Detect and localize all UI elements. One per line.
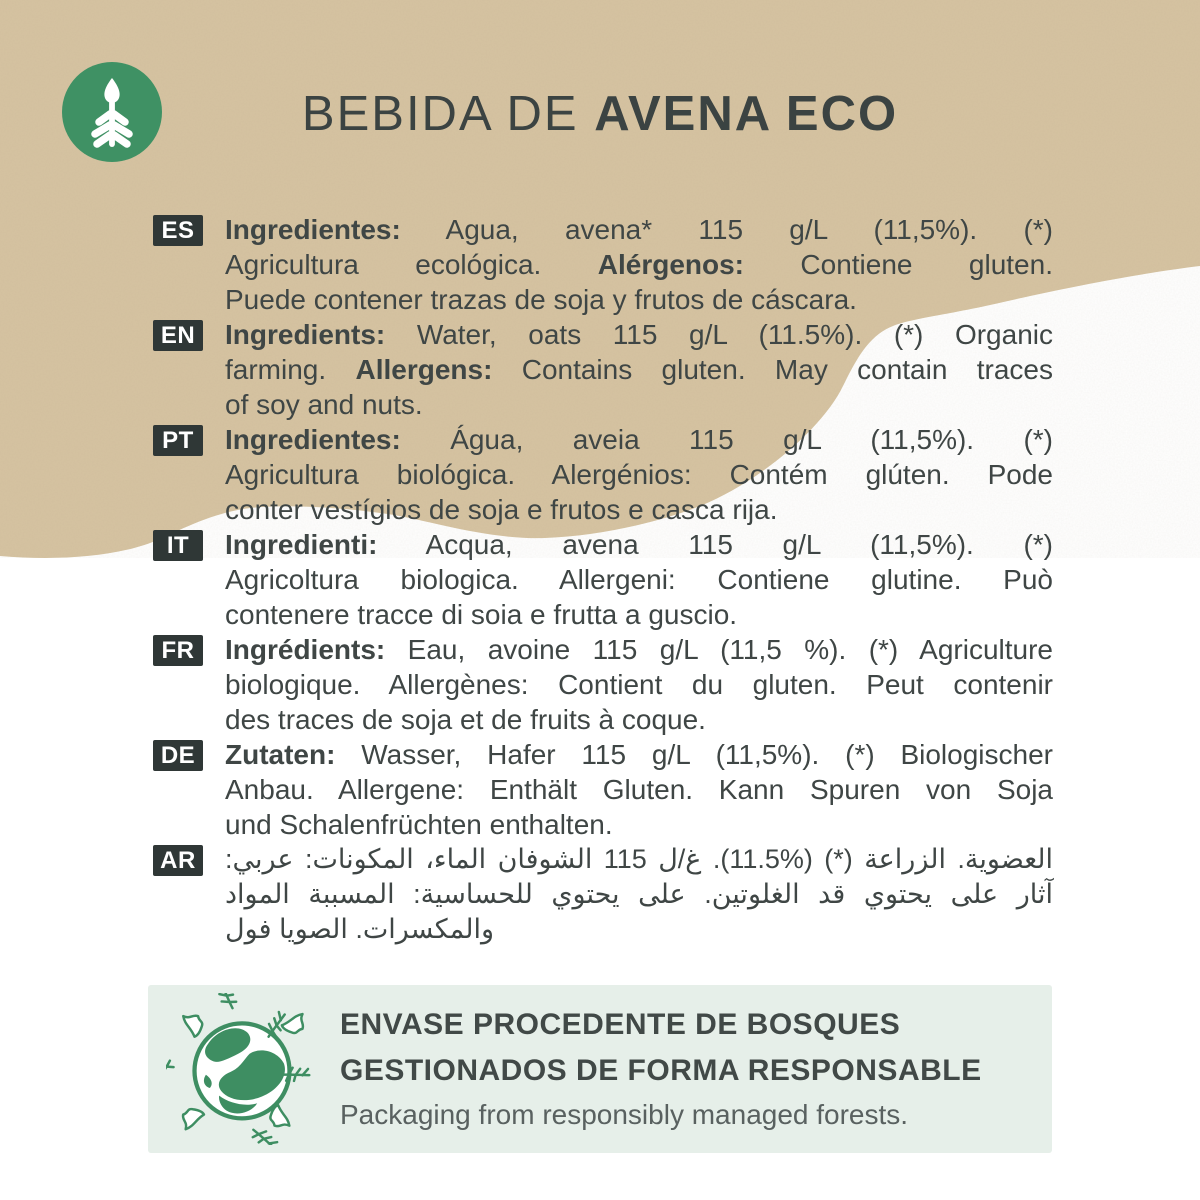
product-title	[0, 86, 1200, 142]
language-badge-pt: PT	[153, 425, 203, 456]
language-badge-ar: AR	[153, 845, 203, 876]
footer-heading-line1: ENVASE PROCEDENTE DE BOSQUES	[340, 1008, 901, 1041]
text-line: Ingredients: Water, oats 115 g/L (11.5%). (*) Organic	[225, 319, 1053, 350]
ingredients-list	[153, 212, 1053, 947]
footer-heading-line2: GESTIONADOS DE FORMA RESPONSABLE	[340, 1054, 982, 1087]
ingredients-row-en	[153, 317, 1053, 422]
text-line: عربي: المكونات: الماء، الشوفان 115 غ/ل (11.5%). (*) الزراعة العضوية.	[225, 844, 1053, 874]
language-badge-de: DE	[153, 740, 203, 771]
text-line: biologique. Allergènes: Contient du gluten. Peut contenir	[225, 669, 1053, 700]
language-badge-en: EN	[153, 320, 203, 351]
globe-leaves-icon	[166, 993, 318, 1145]
ingredients-row-de	[153, 737, 1053, 842]
text-line: of soy and nuts.	[225, 389, 423, 420]
footer-subtitle: Packaging from responsibly managed forests.	[340, 1099, 909, 1130]
footer-text	[340, 1002, 982, 1136]
text-line: Puede contener trazas de soja y frutos de cáscara.	[225, 284, 857, 315]
ingredients-row-fr	[153, 632, 1053, 737]
text-line: farming. Allergens: Contains gluten. May contain traces	[225, 354, 1053, 385]
text-line: Anbau. Allergene: Enthält Gluten. Kann Spuren von Soja	[225, 774, 1053, 805]
text-line: conter vestígios de soja e frutos e casca rija.	[225, 494, 778, 525]
text-line: Ingredientes: Água, aveia 115 g/L (11,5%). (*)	[225, 424, 1053, 455]
footer-box	[148, 985, 1052, 1153]
ingredients-text-de	[225, 737, 1053, 842]
ingredients-row-es	[153, 212, 1053, 317]
text-line: contenere tracce di soia e frutta a guscio.	[225, 599, 738, 630]
text-line: Ingredientes: Agua, avena* 115 g/L (11,5%). (*)	[225, 214, 1053, 245]
text-line: Zutaten: Wasser, Hafer 115 g/L (11,5%). (*) Biologischer	[225, 739, 1053, 770]
text-line: Agricoltura biologica. Allergeni: Contiene glutine. Può	[225, 564, 1053, 595]
text-line: Ingredienti: Acqua, avena 115 g/L (11,5%). (*)	[225, 529, 1053, 560]
ingredients-text-ar	[225, 842, 1053, 947]
title-light-part: BEBIDA DE	[301, 87, 595, 141]
text-line: Agricultura biológica. Alergénios: Contém glúten. Pode	[225, 459, 1053, 490]
ingredients-text-en	[225, 317, 1053, 422]
ingredients-row-ar	[153, 842, 1053, 947]
ingredients-text-pt	[225, 422, 1053, 527]
text-line: und Schalenfrüchten enthalten.	[225, 809, 613, 840]
title-bold-part: AVENA ECO	[594, 87, 899, 141]
language-badge-es: ES	[153, 215, 203, 246]
ingredients-row-it	[153, 527, 1053, 632]
ingredients-text-es	[225, 212, 1053, 317]
ingredients-text-fr	[225, 632, 1053, 737]
text-line: المواد المسببة للحساسية: يحتوي على الغلوتين. قد يحتوي على آثار	[225, 879, 1053, 909]
ingredients-row-pt	[153, 422, 1053, 527]
ingredients-text-it	[225, 527, 1053, 632]
text-line: فول الصويا والمكسرات.	[225, 914, 495, 944]
text-line: des traces de soja et de fruits à coque.	[225, 704, 706, 735]
language-badge-fr: FR	[153, 635, 203, 666]
text-line: Agricultura ecológica. Alérgenos: Contiene gluten.	[225, 249, 1053, 280]
text-line: Ingrédients: Eau, avoine 115 g/L (11,5 %). (*) Agriculture	[225, 634, 1053, 665]
language-badge-it: IT	[153, 530, 203, 561]
